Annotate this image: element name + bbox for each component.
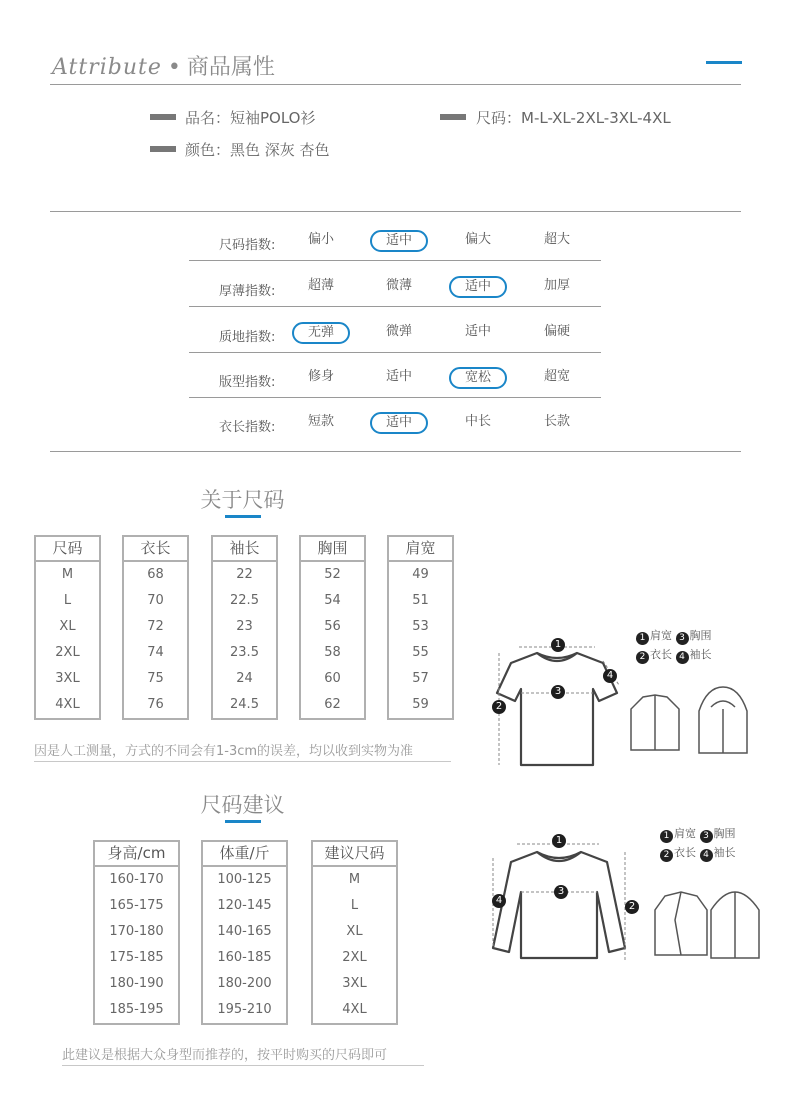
size-advice-column-header: 身高/cm xyxy=(95,842,178,867)
size-chart-column xyxy=(122,535,189,720)
note-underline xyxy=(34,761,451,762)
header-accent-bar xyxy=(706,61,742,64)
bullet-bar xyxy=(440,114,466,120)
index-option-selected: 适中 xyxy=(370,230,428,252)
size-advice-cell: 100-125 xyxy=(217,872,272,887)
size-advice-cell: 180-190 xyxy=(109,976,164,991)
size-chart-cell: 75 xyxy=(147,671,164,686)
size-chart-cell: 57 xyxy=(412,671,429,686)
about-size-underline xyxy=(225,515,261,518)
about-size-title: 关于尺码 xyxy=(200,488,285,512)
size-chart-cell: 23 xyxy=(236,619,253,634)
size-chart-column xyxy=(211,535,278,720)
size-chart-cell: 23.5 xyxy=(230,645,259,660)
tshirt-legend-row1: 1 肩宽 3 胸围 xyxy=(636,627,712,645)
index-label: 尺码指数: xyxy=(219,238,276,253)
size-advice-cell: 170-180 xyxy=(109,924,164,939)
marker-chest: 3 xyxy=(554,885,568,899)
size-advice-cell: 175-185 xyxy=(109,950,164,965)
size-chart-column-header: 胸围 xyxy=(301,537,364,562)
size-chart-cell: 3XL xyxy=(55,671,80,686)
measure-note: 因是人工测量，方式的不同会有1-3cm的误差，均以收到实物为准 xyxy=(34,744,414,759)
index-option: 短款 xyxy=(307,414,334,429)
index-option: 中长 xyxy=(464,414,491,429)
bullet-bar xyxy=(150,146,176,152)
attributes-divider xyxy=(50,211,741,212)
size-advice-cell: 2XL xyxy=(342,950,367,965)
size-chart-cell: 49 xyxy=(412,567,429,582)
index-option: 适中 xyxy=(385,369,412,384)
size-advice-column-header: 建议尺码 xyxy=(313,842,396,867)
size-chart-cell: 62 xyxy=(324,697,341,712)
size-chart-cell: M xyxy=(61,567,74,582)
size-advice-cell: 195-210 xyxy=(217,1002,272,1017)
size-chart-cell: 72 xyxy=(147,619,164,634)
index-option-selected: 无弹 xyxy=(292,322,350,344)
size-chart-cell: 74 xyxy=(147,645,164,660)
index-option-selected: 适中 xyxy=(370,412,428,434)
index-option: 适中 xyxy=(464,324,491,339)
size-chart-column xyxy=(34,535,101,720)
tshirt-illustration xyxy=(485,625,775,770)
size-advice-cell: 180-200 xyxy=(217,976,272,991)
index-option: 超大 xyxy=(543,232,570,247)
marker-shoulder: 1 xyxy=(551,638,565,652)
title-en: Attribute xyxy=(52,55,162,80)
size-advice-cell: 160-170 xyxy=(109,872,164,887)
size-advice-cell: 4XL xyxy=(342,1002,367,1017)
size-chart-cell: 22 xyxy=(236,567,253,582)
index-option: 修身 xyxy=(307,369,334,384)
tshirt-measure-diagram xyxy=(485,625,775,770)
longsleeve-legend-row1: 1 肩宽 3 胸围 xyxy=(660,825,736,843)
size-chart-cell: 51 xyxy=(412,593,429,608)
size-chart-cell: 52 xyxy=(324,567,341,582)
index-option: 偏硬 xyxy=(543,324,570,339)
index-option: 加厚 xyxy=(543,278,570,293)
index-option: 长款 xyxy=(543,414,570,429)
size-chart-column-header: 袖长 xyxy=(213,537,276,562)
marker-sleeve: 4 xyxy=(492,894,506,908)
size-chart-cell: 4XL xyxy=(55,697,80,712)
size-chart-cell: 22.5 xyxy=(230,593,259,608)
index-option-selected: 适中 xyxy=(449,276,507,298)
size-advice-cell: 3XL xyxy=(342,976,367,991)
advice-note-underline xyxy=(62,1065,424,1066)
title-cn: 商品属性 xyxy=(186,55,275,80)
size-advice-cell: 185-195 xyxy=(109,1002,164,1017)
size-chart-column xyxy=(387,535,454,720)
attr-name: 品名：短袖POLO衫 xyxy=(185,109,316,127)
index-label: 厚薄指数: xyxy=(219,284,276,299)
size-chart-cell: 68 xyxy=(147,567,164,582)
marker-shoulder: 1 xyxy=(552,834,566,848)
size-advice-column-header: 体重/斤 xyxy=(203,842,286,867)
size-chart-column xyxy=(299,535,366,720)
index-option: 微薄 xyxy=(385,278,412,293)
size-advice-title: 尺码建议 xyxy=(200,793,285,817)
marker-sleeve: 4 xyxy=(603,669,617,683)
attr-size: 尺码：M-L-XL-2XL-3XL-4XL xyxy=(476,109,671,127)
size-advice-cell: XL xyxy=(346,924,363,939)
attr-color: 颜色：黑色 深灰 杏色 xyxy=(185,141,330,159)
index-label: 质地指数: xyxy=(219,330,276,345)
size-advice-cell: 140-165 xyxy=(217,924,272,939)
size-chart-cell: 24.5 xyxy=(230,697,259,712)
index-divider xyxy=(50,451,741,452)
size-chart-cell: 70 xyxy=(147,593,164,608)
advice-note: 此建议是根据大众身型而推荐的，按平时购买的尺码即可 xyxy=(62,1048,388,1063)
index-option: 微弹 xyxy=(385,324,412,339)
size-advice-column xyxy=(93,840,180,1025)
size-chart-cell: 60 xyxy=(324,671,341,686)
size-advice-cell: L xyxy=(350,898,359,913)
title-separator: • xyxy=(167,55,181,80)
size-chart-cell: 58 xyxy=(324,645,341,660)
header-divider xyxy=(50,84,741,85)
size-chart-cell: L xyxy=(63,593,72,608)
size-chart-cell: 24 xyxy=(236,671,253,686)
index-row-divider xyxy=(189,352,601,353)
size-chart-column-header: 尺码 xyxy=(36,537,99,562)
size-advice-cell: M xyxy=(348,872,361,887)
index-option-selected: 宽松 xyxy=(449,367,507,389)
size-chart-cell: 55 xyxy=(412,645,429,660)
page-title xyxy=(52,50,275,81)
size-advice-underline xyxy=(225,820,261,823)
size-chart-cell: 54 xyxy=(324,593,341,608)
size-advice-cell: 165-175 xyxy=(109,898,164,913)
size-chart-cell: 56 xyxy=(324,619,341,634)
marker-chest: 3 xyxy=(551,685,565,699)
index-row-divider xyxy=(189,397,601,398)
size-chart-cell: 2XL xyxy=(55,645,80,660)
size-chart-cell: 53 xyxy=(412,619,429,634)
size-advice-cell: 120-145 xyxy=(217,898,272,913)
size-chart-column-header: 衣长 xyxy=(124,537,187,562)
index-option: 偏大 xyxy=(464,232,491,247)
longsleeve-legend-row2: 2 衣长 4 袖长 xyxy=(660,844,736,862)
tshirt-legend-row2: 2 衣长 4 袖长 xyxy=(636,646,712,664)
size-advice-cell: 160-185 xyxy=(217,950,272,965)
marker-length: 2 xyxy=(625,900,639,914)
marker-length: 2 xyxy=(492,700,506,714)
size-chart-cell: 76 xyxy=(147,697,164,712)
index-row-divider xyxy=(189,260,601,261)
size-chart-cell: XL xyxy=(59,619,76,634)
index-option: 超宽 xyxy=(543,369,570,384)
size-advice-column xyxy=(201,840,288,1025)
index-option: 超薄 xyxy=(307,278,334,293)
index-row-divider xyxy=(189,306,601,307)
size-chart-column-header: 肩宽 xyxy=(389,537,452,562)
index-label: 衣长指数: xyxy=(219,420,276,435)
size-chart-cell: 59 xyxy=(412,697,429,712)
bullet-bar xyxy=(150,114,176,120)
index-option: 偏小 xyxy=(307,232,334,247)
index-label: 版型指数: xyxy=(219,375,276,390)
size-advice-column xyxy=(311,840,398,1025)
